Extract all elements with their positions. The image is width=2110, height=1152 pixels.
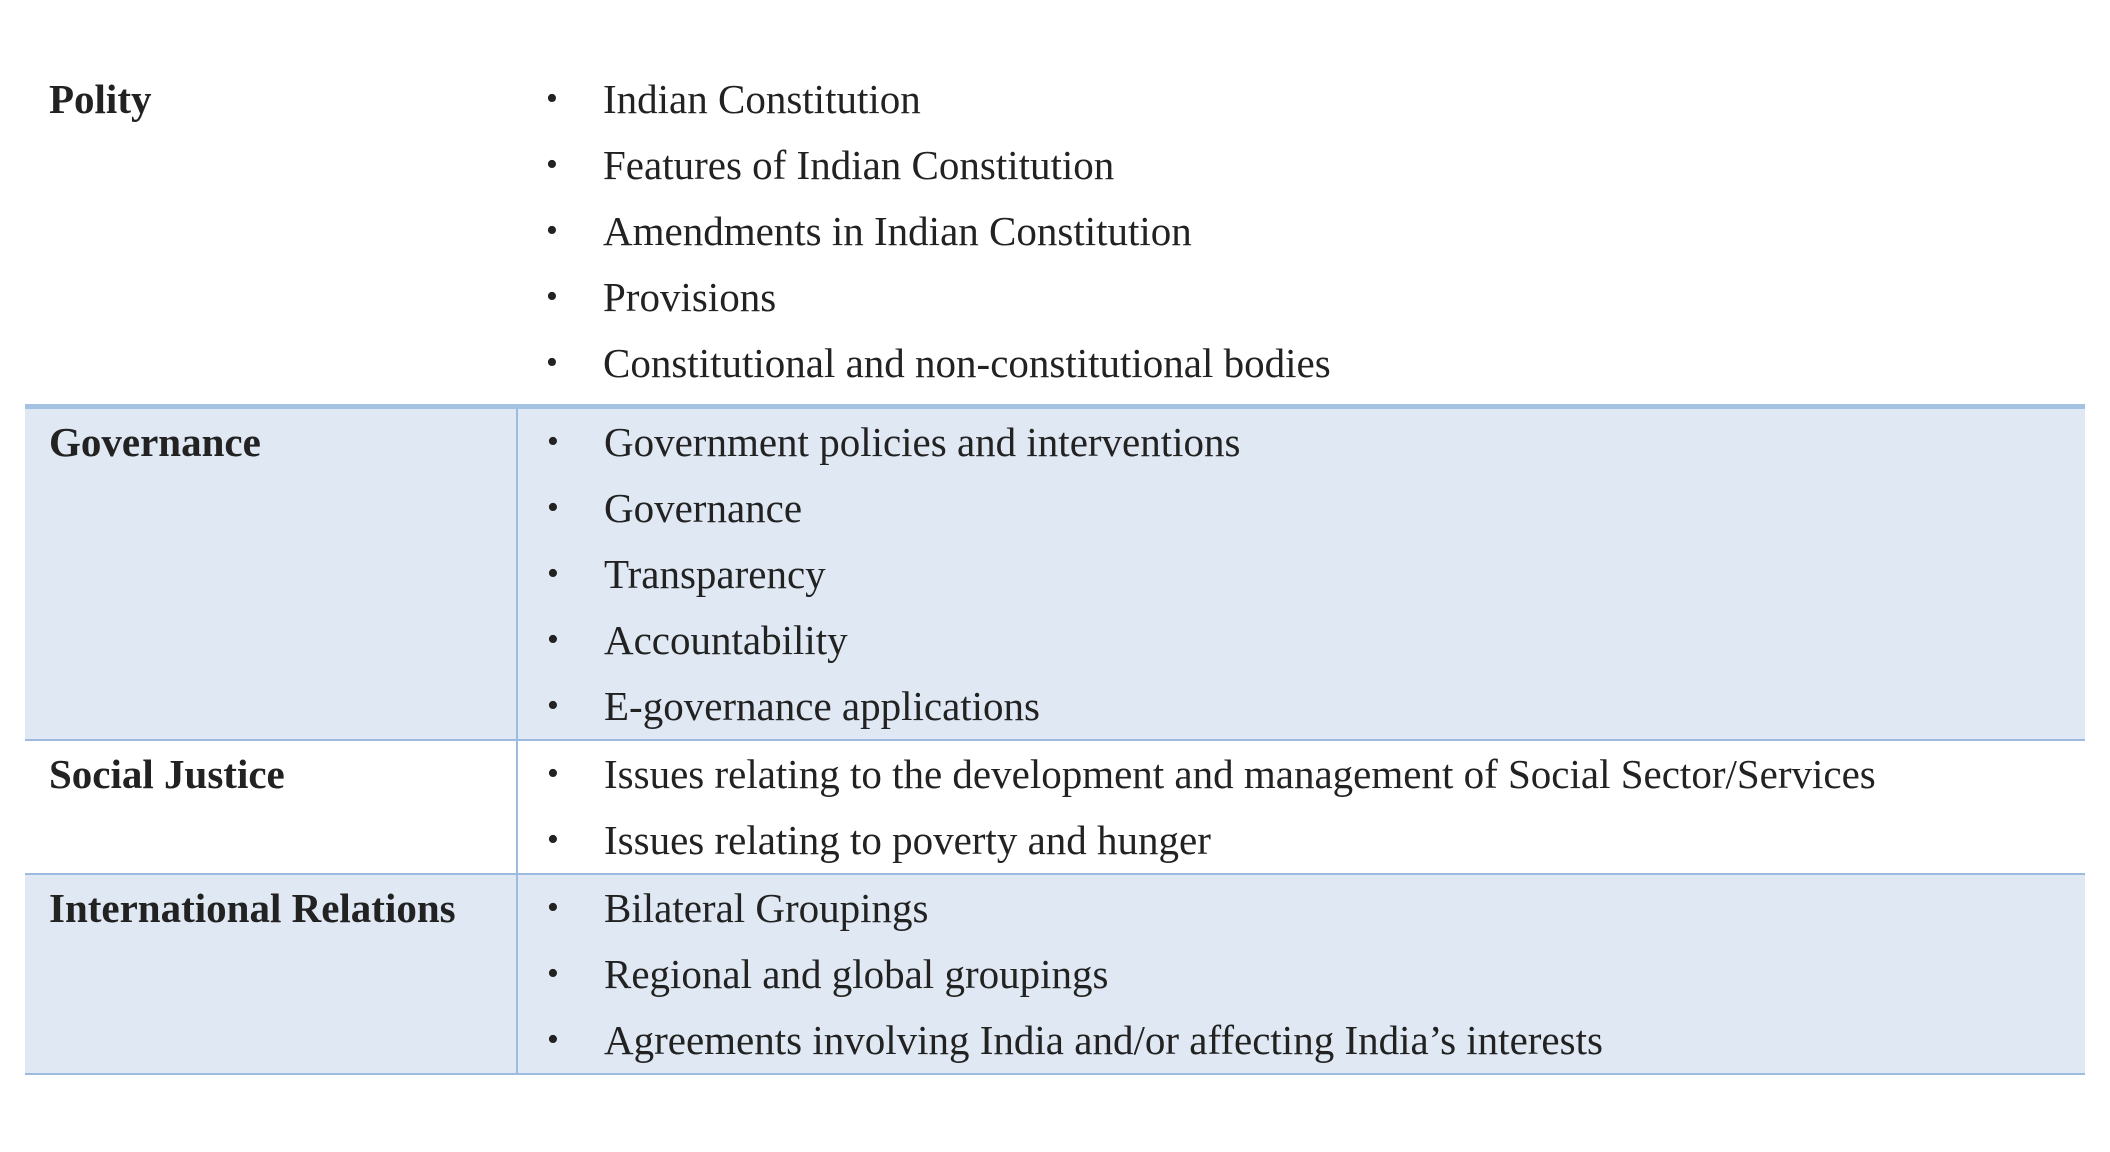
item-text: Issues relating to the development and management of Social Sector/Services — [604, 751, 1876, 797]
syllabus-table — [25, 66, 2085, 1075]
item-text: Accountability — [604, 617, 848, 663]
list-item — [518, 741, 2085, 807]
table-row — [25, 407, 2085, 741]
items-governance — [517, 407, 2085, 741]
item-text: Bilateral Groupings — [604, 885, 929, 931]
item-text: Governance — [604, 485, 803, 531]
bullet-icon: • — [546, 146, 558, 183]
topic-governance: Governance — [25, 407, 517, 741]
list-item — [518, 1007, 2085, 1073]
list-item — [517, 264, 2085, 330]
table-row — [25, 66, 2085, 407]
bullet-list — [518, 409, 2085, 739]
items-polity — [517, 66, 2085, 407]
list-item — [517, 198, 2085, 264]
bullet-icon: • — [547, 1021, 559, 1058]
table-row — [25, 874, 2085, 1074]
item-text: Regional and global groupings — [604, 951, 1109, 997]
item-text: Indian Constitution — [603, 76, 921, 122]
list-item — [518, 673, 2085, 739]
item-text: Agreements involving India and/or affecting India’s interests — [604, 1017, 1603, 1063]
items-international-relations — [517, 874, 2085, 1074]
list-item — [518, 607, 2085, 673]
bullet-icon: • — [547, 821, 559, 858]
item-text: Issues relating to poverty and hunger — [604, 817, 1211, 863]
list-item — [518, 941, 2085, 1007]
item-text: Amendments in Indian Constitution — [603, 208, 1192, 254]
topic-social-justice: Social Justice — [25, 740, 517, 874]
bullet-icon: • — [547, 555, 559, 592]
list-item — [518, 875, 2085, 941]
bullet-list — [517, 66, 2085, 396]
bullet-list — [518, 875, 2085, 1073]
bullet-icon: • — [546, 80, 558, 117]
topic-polity: Polity — [49, 76, 152, 122]
list-item — [517, 132, 2085, 198]
table-row — [25, 740, 2085, 874]
item-text: Government policies and interventions — [604, 419, 1241, 465]
bullet-icon: • — [547, 621, 559, 658]
list-item — [517, 330, 2085, 396]
topic-international-relations: International Relations — [25, 874, 517, 1074]
item-text: Features of Indian Constitution — [603, 142, 1115, 188]
bullet-icon: • — [547, 955, 559, 992]
list-item — [518, 409, 2085, 475]
items-social-justice — [517, 740, 2085, 874]
list-item — [517, 66, 2085, 132]
list-item — [518, 475, 2085, 541]
item-text: Constitutional and non-constitutional bodies — [603, 340, 1331, 386]
bullet-icon: • — [547, 423, 559, 460]
item-text: E-governance applications — [604, 683, 1041, 729]
list-item — [518, 541, 2085, 607]
bullet-icon: • — [547, 687, 559, 724]
list-item — [518, 807, 2085, 873]
bullet-icon: • — [547, 889, 559, 926]
bullet-icon: • — [547, 489, 559, 526]
bullet-icon: • — [546, 278, 558, 315]
bullet-icon: • — [546, 344, 558, 381]
bullet-icon: • — [546, 212, 558, 249]
bullet-list — [518, 741, 2085, 873]
item-text: Provisions — [603, 274, 777, 320]
item-text: Transparency — [604, 551, 826, 597]
bullet-icon: • — [547, 755, 559, 792]
